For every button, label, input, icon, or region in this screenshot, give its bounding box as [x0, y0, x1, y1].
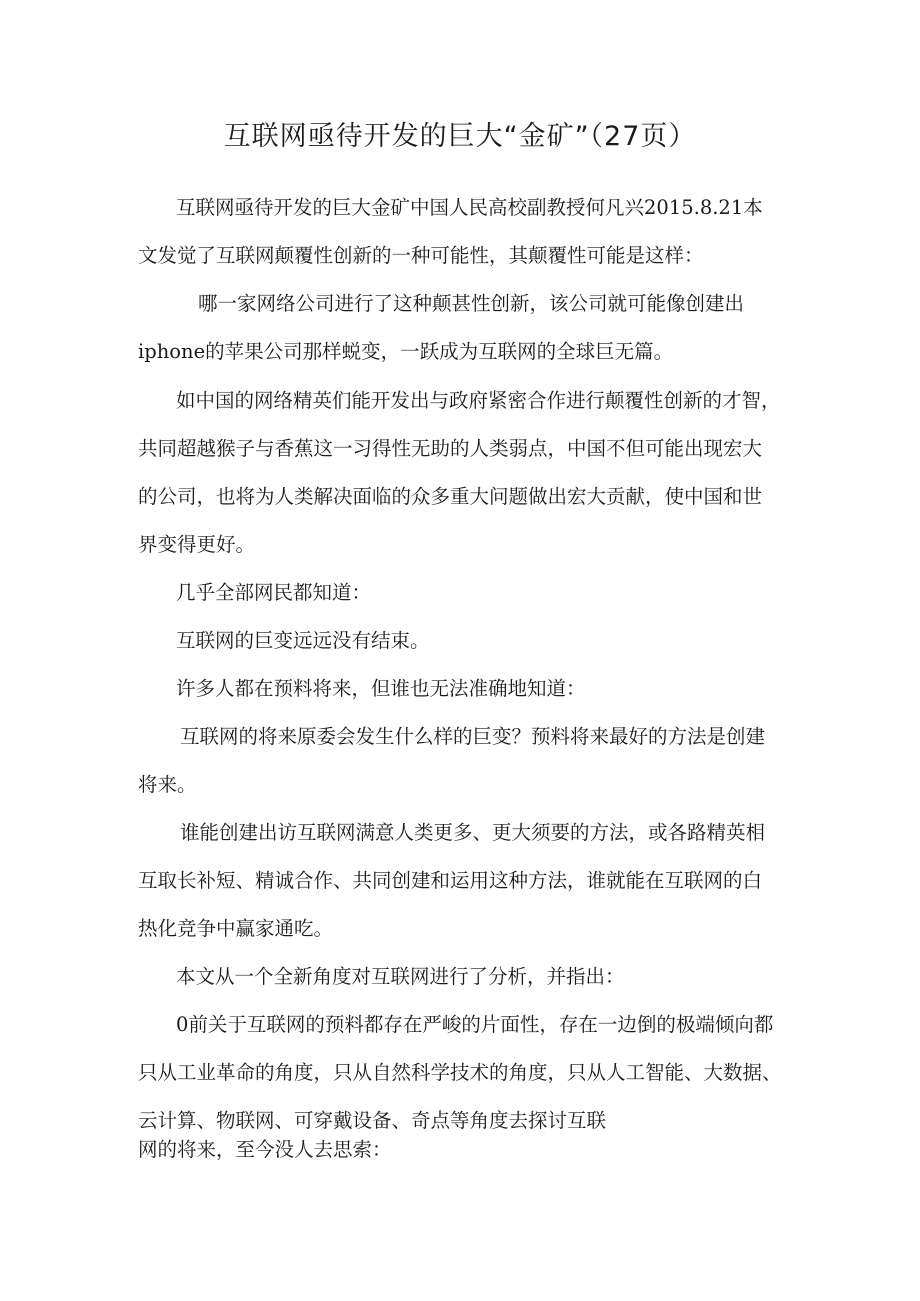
paragraph-line: 0前关于互联网的预料都存在严峻的片面性，存在一边倒的极端倾向都 — [176, 1013, 774, 1036]
paragraph-line: 几乎全部网民都知道： — [176, 581, 372, 604]
paragraph-line: 只从工业革命的角度，只从自然科学技术的角度，只从人工智能、大数据、 — [138, 1061, 782, 1084]
paragraph-line: 哪一家网络公司进行了这种颠甚性创新，该公司就可能像创建出 — [198, 292, 745, 315]
paragraph-line: 热化竞争中赢家通吃。 — [138, 917, 334, 940]
paragraph-line: 如中国的网络精英们能开发出与政府紧密合作进行颠覆性创新的才智， — [176, 389, 781, 412]
paragraph-line: 互联网的将来原委会发生什么样的巨变？预料将来最好的方法是创建 — [180, 725, 766, 748]
paragraph-line: 许多人都在预料将来，但谁也无法准确地知道： — [176, 677, 586, 700]
paragraph-line: 云计算、物联网、可穿戴设备、奇点等角度去探讨互联 — [138, 1109, 607, 1132]
paragraph-line: 本文从一个全新角度对互联网进行了分析，并指出： — [176, 965, 625, 988]
paragraph-line: 共同超越猴子与香蕉这一习得性无助的人类弱点，中国不但可能出现宏大 — [138, 437, 763, 460]
paragraph-line: 文发觉了互联网颠覆性创新的一种可能性，其颠覆性可能是这样： — [138, 244, 704, 267]
paragraph-line: 谁能创建出访互联网满意人类更多、更大须要的方法，或各路精英相 — [180, 821, 766, 844]
paragraph-line: 将来。 — [138, 773, 197, 796]
paragraph-line: 互联网的巨变远远没有结束。 — [176, 629, 430, 652]
paragraph-line: 界变得更好。 — [138, 533, 256, 556]
paragraph-line: 互取长补短、精诚合作、共同创建和运用这种方法，谁就能在互联网的白 — [138, 869, 763, 892]
paragraph-line: 互联网亟待开发的巨大金矿中国人民高校副教授何凡兴2015.8.21本 — [176, 196, 763, 219]
paragraph-line: 网的将来，至今没人去思索： — [138, 1138, 392, 1161]
document-title: 互联网亟待开发的巨大“金矿”（27页） — [223, 121, 697, 152]
paragraph-line: 的公司，也将为人类解决面临的众多重大问题做出宏大贡献，使中国和世 — [138, 485, 763, 508]
paragraph-line: iphone的苹果公司那样蜕变，一跃成为互联网的全球巨无篇。 — [138, 340, 674, 363]
